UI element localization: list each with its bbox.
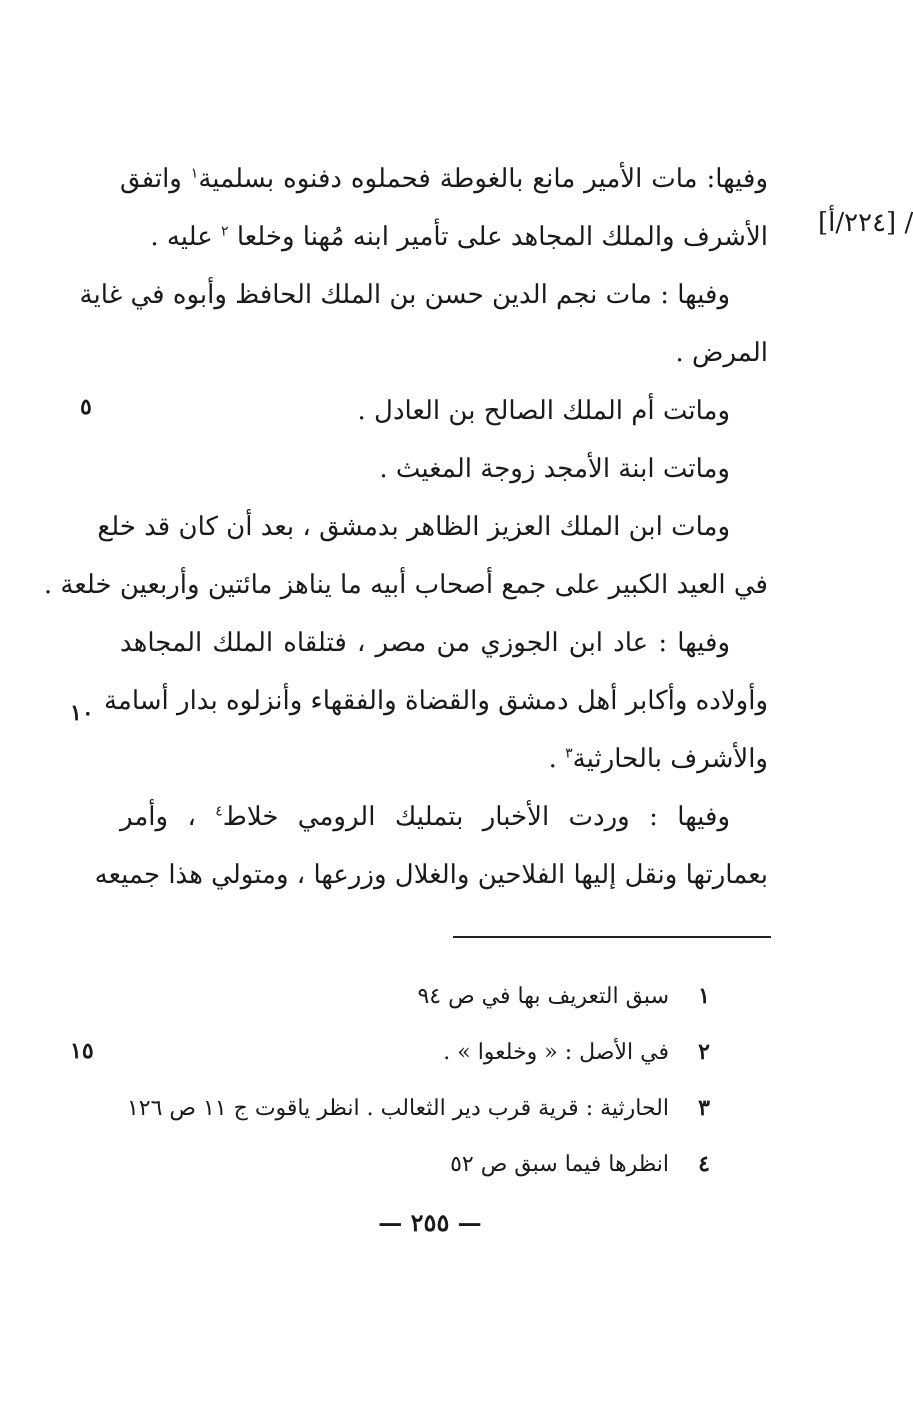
footnote-text: سبق التعريف بها في ص ٩٤	[417, 984, 669, 1009]
line-number: ١٠	[70, 700, 94, 726]
text-segment: وفيها : وردت الأخبار بتمليك الرومي خلاط	[222, 802, 731, 832]
text-line	[103, 672, 768, 730]
text-segment: المرض .	[675, 338, 768, 368]
text-segment: الأشرف والملك المجاهد على تأمير ابنه مُهنا وخلعا	[236, 222, 768, 252]
text-segment: ومات ابن الملك العزيز الظاهر بدمشق ، بعد أن كان قد خلع	[97, 512, 730, 542]
text-segment: وأولاده وأكابر أهل دمشق والقضاة والفقهاء وأنزلوه بدار أسامة	[103, 686, 768, 716]
footnote-text: الحارثية : قرية قرب دير الثعالب . انظر ياقوت ج ١١ ص ١٢٦	[126, 1096, 669, 1121]
footnote	[110, 1080, 710, 1136]
text-segment: والأشرف بالحارثية	[572, 744, 768, 774]
text-line	[120, 150, 768, 208]
text-segment: واتفق	[120, 164, 182, 194]
line-number: ١٥	[70, 1038, 94, 1064]
text-segment: بعمارتها ونقل إليها الفلاحين والغلال وزرعها ، ومتولي هذا جميعه	[94, 860, 768, 890]
text-segment: في العيد الكبير على جمع أصحاب أبيه ما يناهز مائتين وأربعين خلعة .	[43, 570, 768, 600]
footnote-text: انظرها فيما سبق ص ٥٢	[450, 1152, 669, 1177]
footnote-number: ١	[698, 983, 710, 1009]
footnote	[110, 1136, 710, 1192]
footnotes	[110, 968, 710, 1192]
text-segment: وفيها: مات الأمير مانع بالغوطة فحملوه دفنوه بسلمية	[198, 164, 768, 194]
footnote	[110, 968, 710, 1024]
text-line	[94, 846, 768, 904]
text-line	[120, 382, 768, 440]
footnote-number: ٣	[698, 1095, 710, 1121]
page-number: — ٢٥٥ —	[378, 1208, 482, 1237]
text-line	[120, 208, 768, 266]
text-segment: .	[548, 744, 557, 774]
line-number: ٥	[80, 394, 92, 420]
footnote-number: ٤	[698, 1151, 710, 1177]
manuscript-folio-reference: [٢٢٤/أ] /	[818, 208, 913, 238]
text-segment: وفيها : مات نجم الدين حسن بن الملك الحافظ وأبوه في غاية	[79, 280, 730, 310]
text-segment: عليه .	[150, 222, 213, 252]
text-segment: وماتت أم الملك الصالح بن العادل .	[357, 396, 730, 426]
footnote-divider	[453, 936, 771, 938]
footnote-marker: ١	[190, 165, 199, 182]
text-line	[120, 614, 768, 672]
footnote-number: ٢	[698, 1039, 710, 1065]
text-line	[120, 324, 768, 382]
text-line	[43, 556, 768, 614]
text-segment: وفيها : عاد ابن الجوزي من مصر ، فتلقاه الملك المجاهد	[120, 628, 730, 658]
text-line	[97, 498, 768, 556]
footnote-marker: ٤	[215, 803, 223, 820]
footnote-text: في الأصل : « وخلعوا » .	[443, 1040, 669, 1065]
text-line	[79, 266, 768, 324]
text-line	[120, 440, 768, 498]
text-segment: ، وأمر	[120, 802, 196, 832]
footnote-marker: ٣	[565, 745, 573, 762]
text-line	[120, 788, 768, 846]
text-line	[120, 730, 768, 788]
footnote	[110, 1024, 710, 1080]
footnote-marker: ٢	[221, 223, 229, 240]
text-segment: وماتت ابنة الأمجد زوجة المغيث .	[379, 454, 730, 484]
